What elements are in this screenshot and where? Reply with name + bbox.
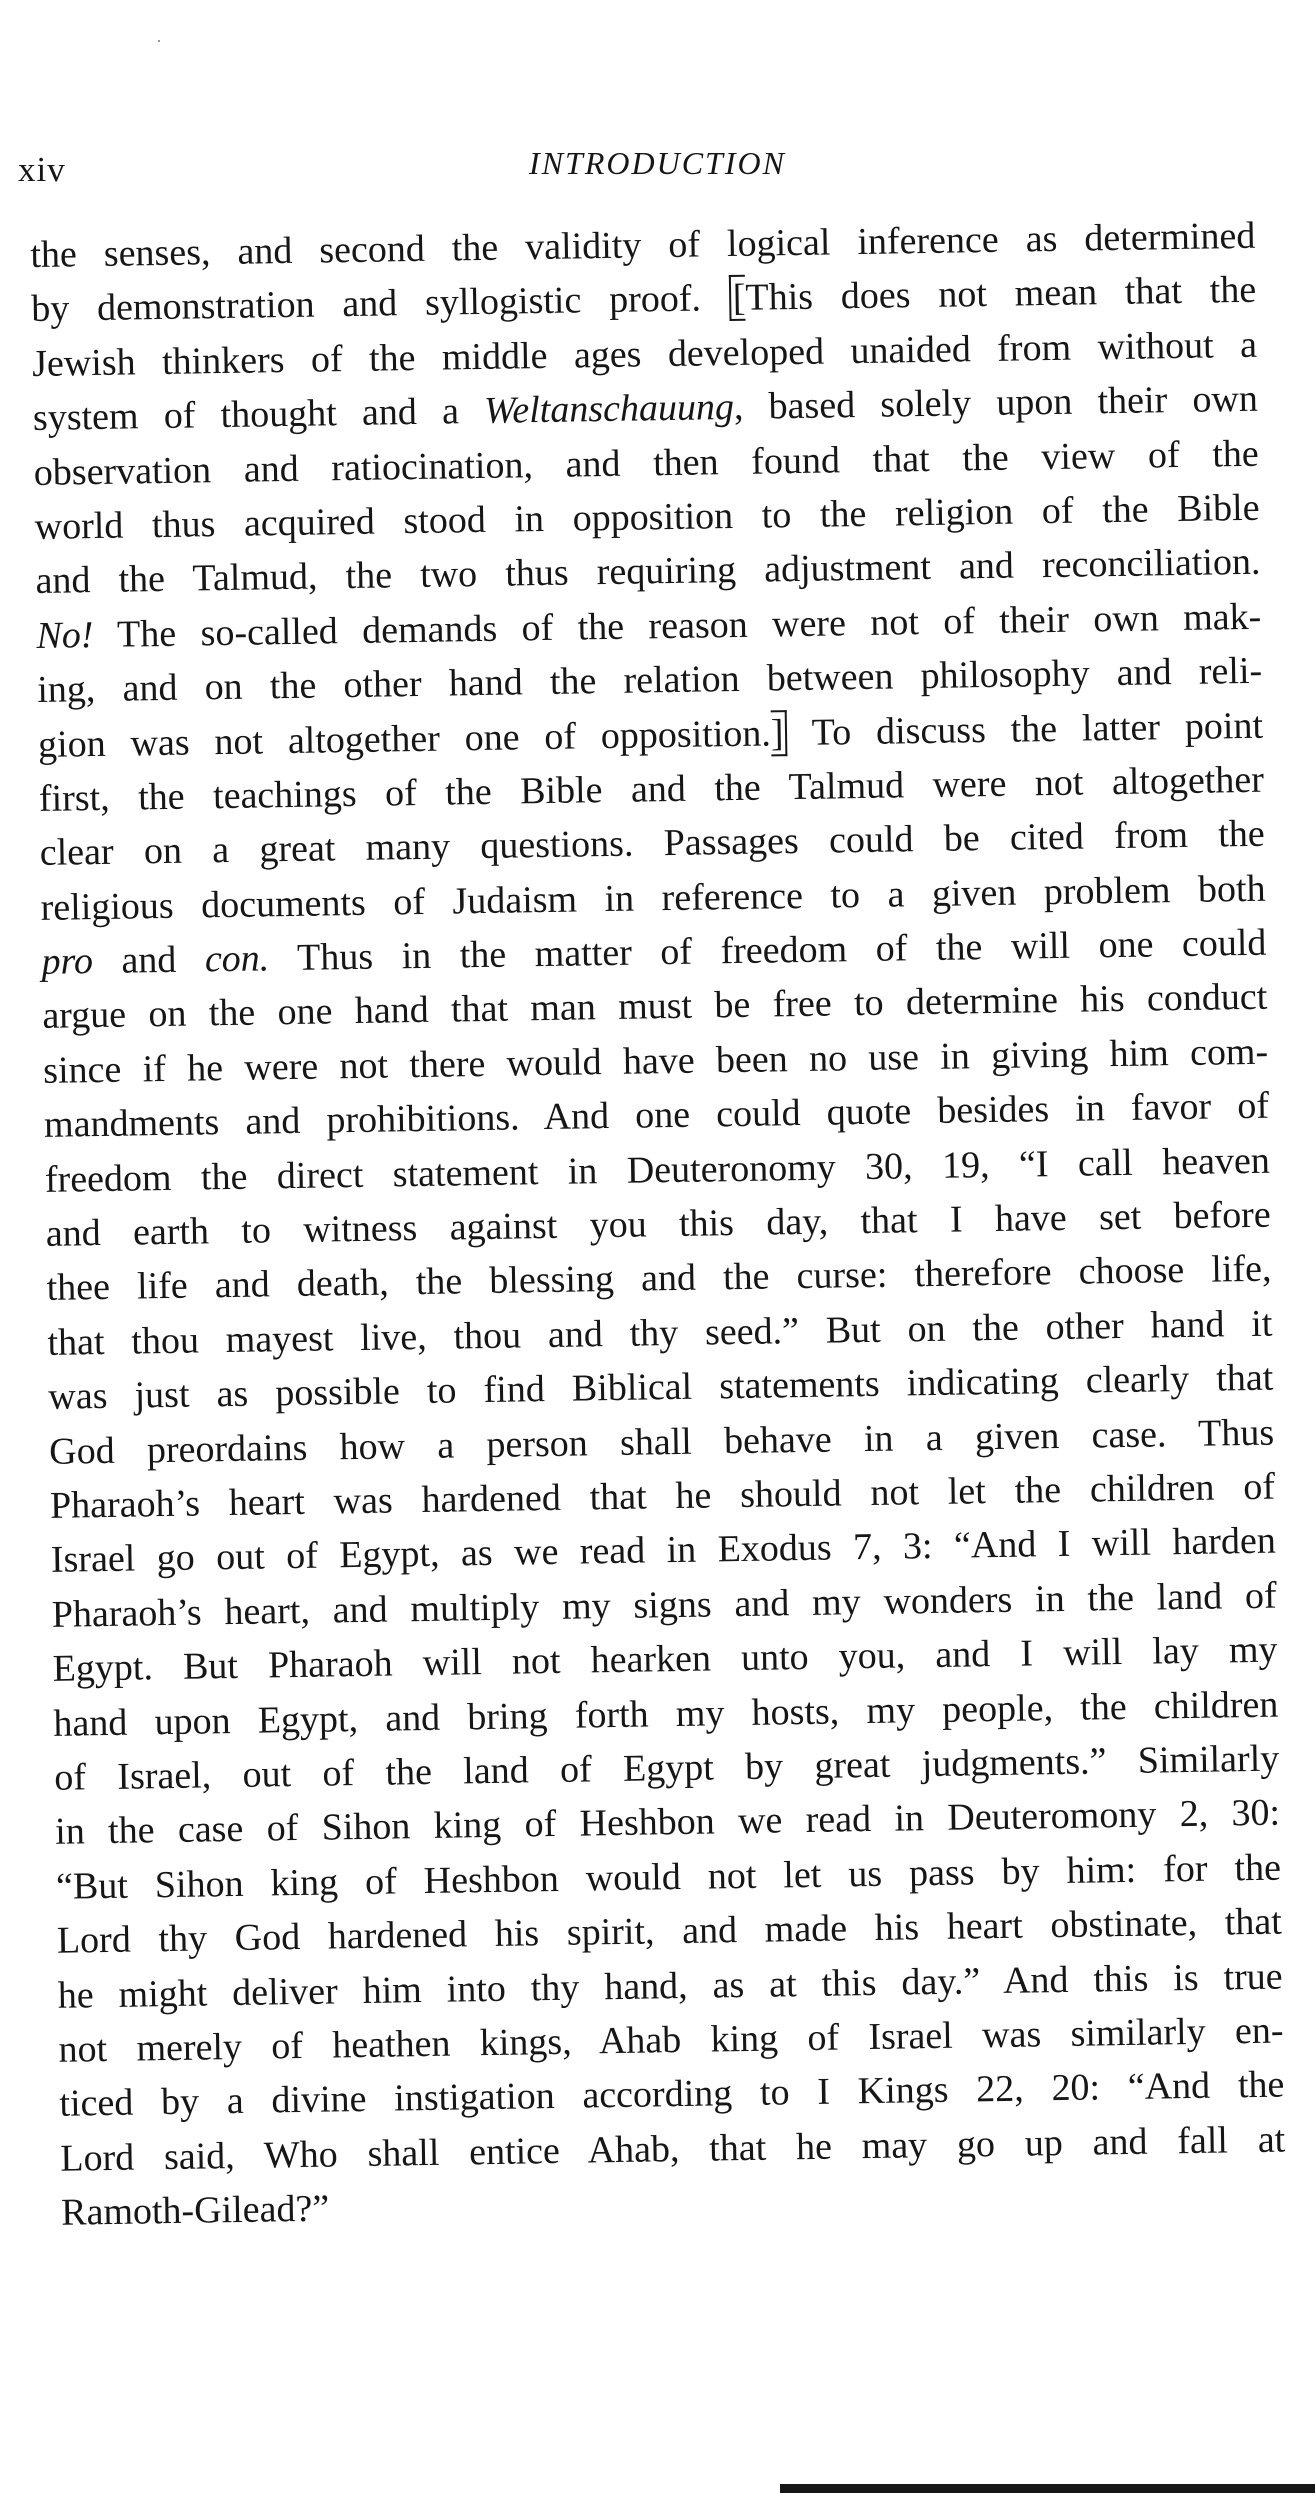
text-span: world thus acquired stood in opposition to the religion of the Bible xyxy=(34,486,1260,548)
italic-text: Weltanschauung xyxy=(483,386,735,433)
text-span: first, the teachings of the Bible and the Talmud were not altogether xyxy=(38,758,1265,820)
text-span: and earth to witness against you this day, that I have set before xyxy=(45,1193,1271,1255)
text-span: was just as possible to find Biblical statements indicating clearly that xyxy=(48,1356,1274,1419)
text-span: that thou mayest live, thou and thy seed.” But on the other hand it xyxy=(47,1302,1273,1364)
text-span: Lord thy God hardened his spirit, and made his heart obstinate, that xyxy=(56,1900,1283,1962)
text-span: Pharaoh’s heart, and multiply my signs and my wonders in the land of xyxy=(51,1574,1277,1636)
italic-text: No! xyxy=(36,613,94,657)
text-span: Lord said, Who shall entice Ahab, that he may go up and fall at xyxy=(59,2118,1286,2180)
text-span: freedom the direct statement in Deuteronomy 30, 19, “I call heaven xyxy=(44,1139,1271,1201)
text-span: not merely of heathen kings, Ahab king of Israel was similarly en- xyxy=(58,2009,1284,2071)
italic-text: pro xyxy=(41,940,94,983)
text-span: observation and ratiocination, and then found that the view of the xyxy=(33,432,1260,494)
text-span: clear on a great many questions. Passages could be cited from the xyxy=(39,812,1266,875)
text-span: since if he were not there would have been no use in giving him com- xyxy=(42,1030,1269,1092)
text-span: of Israel, out of the land of Egypt by great judgments.” Similarly xyxy=(54,1737,1280,1799)
text-span: mandments and prohibitions. And one could quote besides in favor of xyxy=(43,1084,1270,1147)
text-span: , based solely upon their own xyxy=(733,377,1259,429)
text-span: the senses, and second the validity of logical inference as determined xyxy=(30,214,1256,276)
text-span: system of thought and a xyxy=(32,390,485,440)
text-span: in the case of Sihon king of Heshbon we read in Deuteromony 2, 30: xyxy=(54,1791,1281,1854)
editorial-bracket-open: [ xyxy=(728,275,745,321)
text-span: To discuss the latter point xyxy=(787,704,1264,754)
scan-speck xyxy=(158,40,160,42)
page-number: xiv xyxy=(18,150,66,189)
bottom-edge-rule xyxy=(780,2484,1315,2493)
text-span: Egypt. But Pharaoh will not hearken unto you, and I will lay my xyxy=(52,1628,1278,1690)
text-span: he might deliver him into thy hand, as at this day.” And this is true xyxy=(57,1955,1283,2017)
text-span: hand upon Egypt, and bring forth my hosts, my people, the children xyxy=(53,1683,1279,1745)
text-span: God preordains how a person shall behave in a given case. Thus xyxy=(48,1411,1275,1473)
text-span: Pharaoh’s heart was hardened that he should not let the children of xyxy=(49,1465,1276,1527)
text-span: thee life and death, the blessing and the curse: therefore choose life, xyxy=(46,1248,1272,1310)
running-head: INTRODUCTION xyxy=(529,145,786,181)
text-span: The so-called demands of the reason were not of their own mak- xyxy=(93,595,1262,656)
text-span: “But Sihon king of Heshbon would not let us pass by him: for the xyxy=(55,1846,1282,1908)
text-span: This does not mean that the xyxy=(745,269,1257,320)
text-span: Thus in the matter of freedom of the will one could xyxy=(268,921,1267,980)
text-span: religious documents of Judaism in reference to a given problem both xyxy=(40,867,1266,929)
italic-text: con. xyxy=(204,937,270,981)
text-span: and xyxy=(92,938,206,983)
text-span: Ramoth-Gilead?” xyxy=(60,2187,330,2234)
text-span: argue on the one hand that man must be free to determine his conduct xyxy=(42,976,1268,1038)
text-span: and the Talmud, the two thus requiring adjustment and reconciliation. xyxy=(35,541,1261,603)
text-span: ticed by a divine instigation according to I Kings 22, 20: “And the xyxy=(59,2063,1285,2126)
text-span: gion was not altogether one of opposition. xyxy=(37,711,772,766)
editorial-bracket-close: ] xyxy=(770,710,787,756)
text-span: Israel go out of Egypt, as we read in Exodus 7, 3: “And I will harden xyxy=(50,1519,1277,1582)
text-span: Jewish thinkers of the middle ages developed unaided from without a xyxy=(31,323,1258,385)
body-text xyxy=(30,209,1286,2240)
text-span: ing, and on the other hand the relation between philosophy and reli- xyxy=(36,649,1263,712)
text-span: by demonstration and syllogistic proof. xyxy=(30,277,730,331)
